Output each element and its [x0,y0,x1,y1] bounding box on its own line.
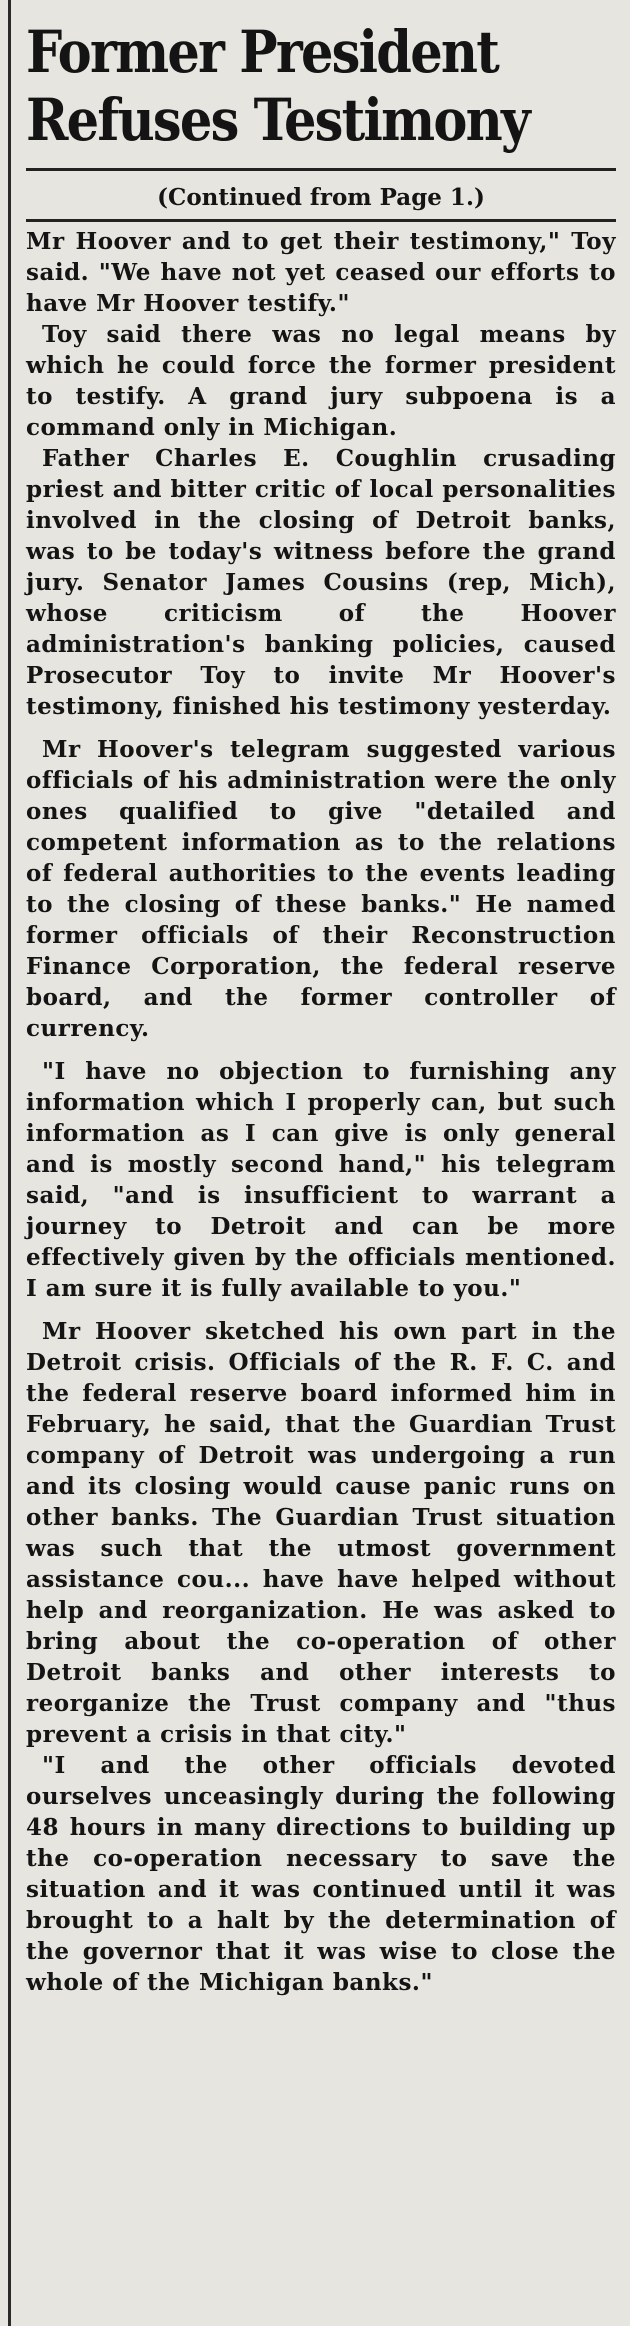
paragraph: "I and the other officials devoted ourselves unceasingly during the following 48 hours in many directions to building up the co-operation necessary to save the situation and it was continued until it was brought to a halt by the determination of the governor that it was wise to close the whole of the Michigan banks." [26,1752,616,1996]
paragraph: Mr Hoover's telegram suggested various officials of his administration were the only ones qualified to give "detailed and competent information as to the relations of federal authorities to the events leading to the closing of these banks." He named former officials of their Reconstruction Finance Corporation, the federal reserve board, and the former controller of currency. [26,736,616,1042]
headline-line-2: Refuses Testimony [26,86,529,154]
article-body [26,226,616,1998]
paragraph: Toy said there was no legal means by which he could force the former president to testify. A grand jury subpoena is a command only in Michigan. [26,321,616,441]
headline [26,0,607,154]
continued-line: (Continued from Page 1.) [157,184,485,211]
column-rule [8,0,11,2326]
continued-divider [26,219,616,222]
headline-line-1: Former President [26,18,499,86]
headline-divider [26,168,616,171]
paragraph: Mr Hoover and to get their testimony," Toy said. "We have not yet ceased our efforts to have Mr Hoover testify." [26,228,616,317]
paragraph: Father Charles E. Coughlin crusading priest and bitter critic of local personalities involved in the closing of Detroit banks, was to be today's witness before the grand jury. Senator James Cousins (rep, Mich), whose criticism of the Hoover administration's banking policies, caused Prosecutor Toy to invite Mr Hoover's testimony, finished his testimony yesterday. [26,445,616,720]
paragraph: "I have no objection to furnishing any information which I properly can, but such information as I can give is only general and is mostly second hand," his telegram said, "and is insufficient to warrant a journey to Detroit and can be more effectively given by the officials mentioned. I am sure it is fully available to you." [26,1058,616,1302]
paragraph: Mr Hoover sketched his own part in the Detroit crisis. Officials of the R. F. C. and the federal reserve board informed him in February, he said, that the Guardian Trust company of Detroit was undergoing a run and its closing would cause panic runs on other banks. The Guardian Trust situation was such that the utmost government assistance cou... have have helped without help and reorganization. He was asked to bring about the co-operation of other Detroit banks and other interests to reorganize the Trust company and "thus prevent a crisis in that city." [26,1318,616,1748]
